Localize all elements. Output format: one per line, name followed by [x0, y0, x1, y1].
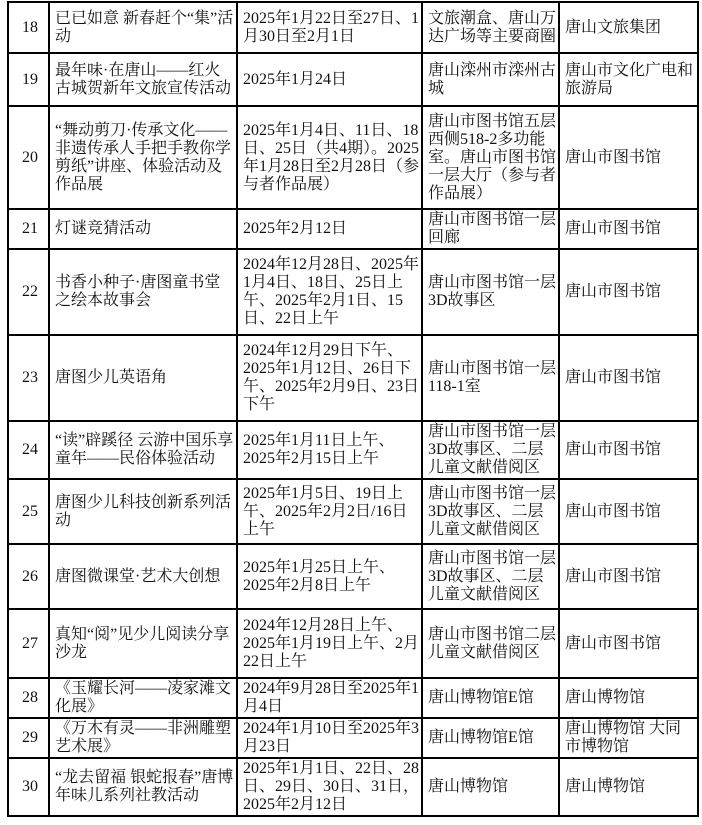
- event-organizer-cell: 唐山市图书馆: [559, 421, 698, 479]
- row-number-cell: 27: [8, 609, 49, 678]
- table-row: [8, 2, 698, 53]
- table-row: [8, 53, 698, 106]
- event-dates-cell: 2024年12月28日上午、2025年1月19日上午、2月22日上午: [237, 609, 422, 678]
- events-table: [7, 1, 699, 817]
- event-name-cell: 唐图少儿科技创新系列活动: [49, 479, 237, 544]
- event-dates-cell: 2025年1月11日上午、2025年2月15日上午: [237, 421, 422, 479]
- event-dates-cell: 2025年1月5日、19日上午、2025年2月2日/16日上午: [237, 479, 422, 544]
- event-location-cell: 文旅潮盒、唐山万达广场等主要商圈: [422, 2, 559, 53]
- event-name-cell: “舞动剪刀·传承文化——非遗传承人手把手教你学剪纸”讲座、体验活动及作品展: [49, 106, 237, 209]
- event-organizer-cell: 唐山市图书馆: [559, 249, 698, 335]
- event-dates-cell: 2025年1月22日至27日、1月30日至2月1日: [237, 2, 422, 53]
- event-location-cell: 唐山博物馆E馆: [422, 678, 559, 718]
- table-row: [8, 758, 698, 816]
- event-dates-cell: 2025年1月4日、11日、18日、25日（共4期）。2025年1月28日至2月28日（参与者作品展）: [237, 106, 422, 209]
- event-organizer-cell: 唐山博物馆: [559, 758, 698, 816]
- row-number-cell: 26: [8, 544, 49, 609]
- row-number-cell: 24: [8, 421, 49, 479]
- row-number-cell: 21: [8, 209, 49, 249]
- table-row: [8, 678, 698, 718]
- event-location-cell: 唐山市图书馆一层回廊: [422, 209, 559, 249]
- event-organizer-cell: 唐山博物馆 大同市博物馆: [559, 718, 698, 758]
- row-number-cell: 28: [8, 678, 49, 718]
- table-row: [8, 544, 698, 609]
- table-row: [8, 479, 698, 544]
- event-dates-cell: 2024年1月10日至2025年3月23日: [237, 718, 422, 758]
- event-organizer-cell: 唐山文旅集团: [559, 2, 698, 53]
- event-location-cell: 唐山博物馆: [422, 758, 559, 816]
- event-organizer-cell: 唐山市图书馆: [559, 609, 698, 678]
- event-organizer-cell: 唐山市图书馆: [559, 544, 698, 609]
- event-organizer-cell: 唐山市图书馆: [559, 335, 698, 421]
- event-dates-cell: 2025年1月24日: [237, 53, 422, 106]
- event-organizer-cell: 唐山市图书馆: [559, 209, 698, 249]
- event-dates-cell: 2024年12月29日下午、2025年1月12日、26日下午、2025年2月9日、23日下午: [237, 335, 422, 421]
- row-number-cell: 19: [8, 53, 49, 106]
- row-number-cell: 23: [8, 335, 49, 421]
- event-name-cell: 最年味·在唐山——红火古城贺新年文旅宣传活动: [49, 53, 237, 106]
- table-row: [8, 249, 698, 335]
- event-location-cell: 唐山市图书馆二层儿童文献借阅区: [422, 609, 559, 678]
- event-dates-cell: 2024年12月28日、2025年1月4日、18日、25日上午、2025年2月1日、15日、22日上午: [237, 249, 422, 335]
- event-name-cell: 《玉耀长河——凌家滩文化展》: [49, 678, 237, 718]
- event-dates-cell: 2025年1月1日、22日、28日、29日、30日、31日，2025年2月12日: [237, 758, 422, 816]
- row-number-cell: 25: [8, 479, 49, 544]
- event-name-cell: 灯谜竞猜活动: [49, 209, 237, 249]
- event-name-cell: “读”辟蹊径 云游中国乐享童年——民俗体验活动: [49, 421, 237, 479]
- event-dates-cell: 2025年1月25日上午、2025年2月8日上午: [237, 544, 422, 609]
- event-organizer-cell: 唐山市图书馆: [559, 106, 698, 209]
- event-location-cell: 唐山市图书馆一层3D故事区、二层儿童文献借阅区: [422, 421, 559, 479]
- events-table-body: [8, 2, 698, 816]
- event-name-cell: 唐图少儿英语角: [49, 335, 237, 421]
- table-row: [8, 335, 698, 421]
- event-organizer-cell: 唐山博物馆: [559, 678, 698, 718]
- row-number-cell: 29: [8, 718, 49, 758]
- row-number-cell: 20: [8, 106, 49, 209]
- table-row: [8, 106, 698, 209]
- event-organizer-cell: 唐山市文化广电和旅游局: [559, 53, 698, 106]
- row-number-cell: 18: [8, 2, 49, 53]
- event-name-cell: 已已如意 新春赶个“集”活动: [49, 2, 237, 53]
- table-row: [8, 209, 698, 249]
- event-dates-cell: 2025年2月12日: [237, 209, 422, 249]
- table-row: [8, 421, 698, 479]
- event-name-cell: “龙去留福 银蛇报春”唐博年味儿系列社教活动: [49, 758, 237, 816]
- event-organizer-cell: 唐山市图书馆: [559, 479, 698, 544]
- table-row: [8, 609, 698, 678]
- event-dates-cell: 2024年9月28日至2025年1月4日: [237, 678, 422, 718]
- event-name-cell: 唐图微课堂·艺术大创想: [49, 544, 237, 609]
- row-number-cell: 30: [8, 758, 49, 816]
- event-location-cell: 唐山市图书馆一层3D故事区、二层儿童文献借阅区: [422, 544, 559, 609]
- table-row: [8, 718, 698, 758]
- row-number-cell: 22: [8, 249, 49, 335]
- event-name-cell: 真知“阅”见少儿阅读分享沙龙: [49, 609, 237, 678]
- event-name-cell: 书香小种子·唐图童书堂之绘本故事会: [49, 249, 237, 335]
- event-location-cell: 唐山市图书馆五层西侧518-2多功能室。唐山市图书馆一层大厅（参与者作品展）: [422, 106, 559, 209]
- event-location-cell: 唐山市图书馆一层3D故事区: [422, 249, 559, 335]
- event-location-cell: 唐山滦州市滦州古城: [422, 53, 559, 106]
- event-location-cell: 唐山博物馆E馆: [422, 718, 559, 758]
- event-location-cell: 唐山市图书馆一层118-1室: [422, 335, 559, 421]
- event-name-cell: 《万木有灵——非洲雕塑艺术展》: [49, 718, 237, 758]
- event-location-cell: 唐山市图书馆一层3D故事区、二层儿童文献借阅区: [422, 479, 559, 544]
